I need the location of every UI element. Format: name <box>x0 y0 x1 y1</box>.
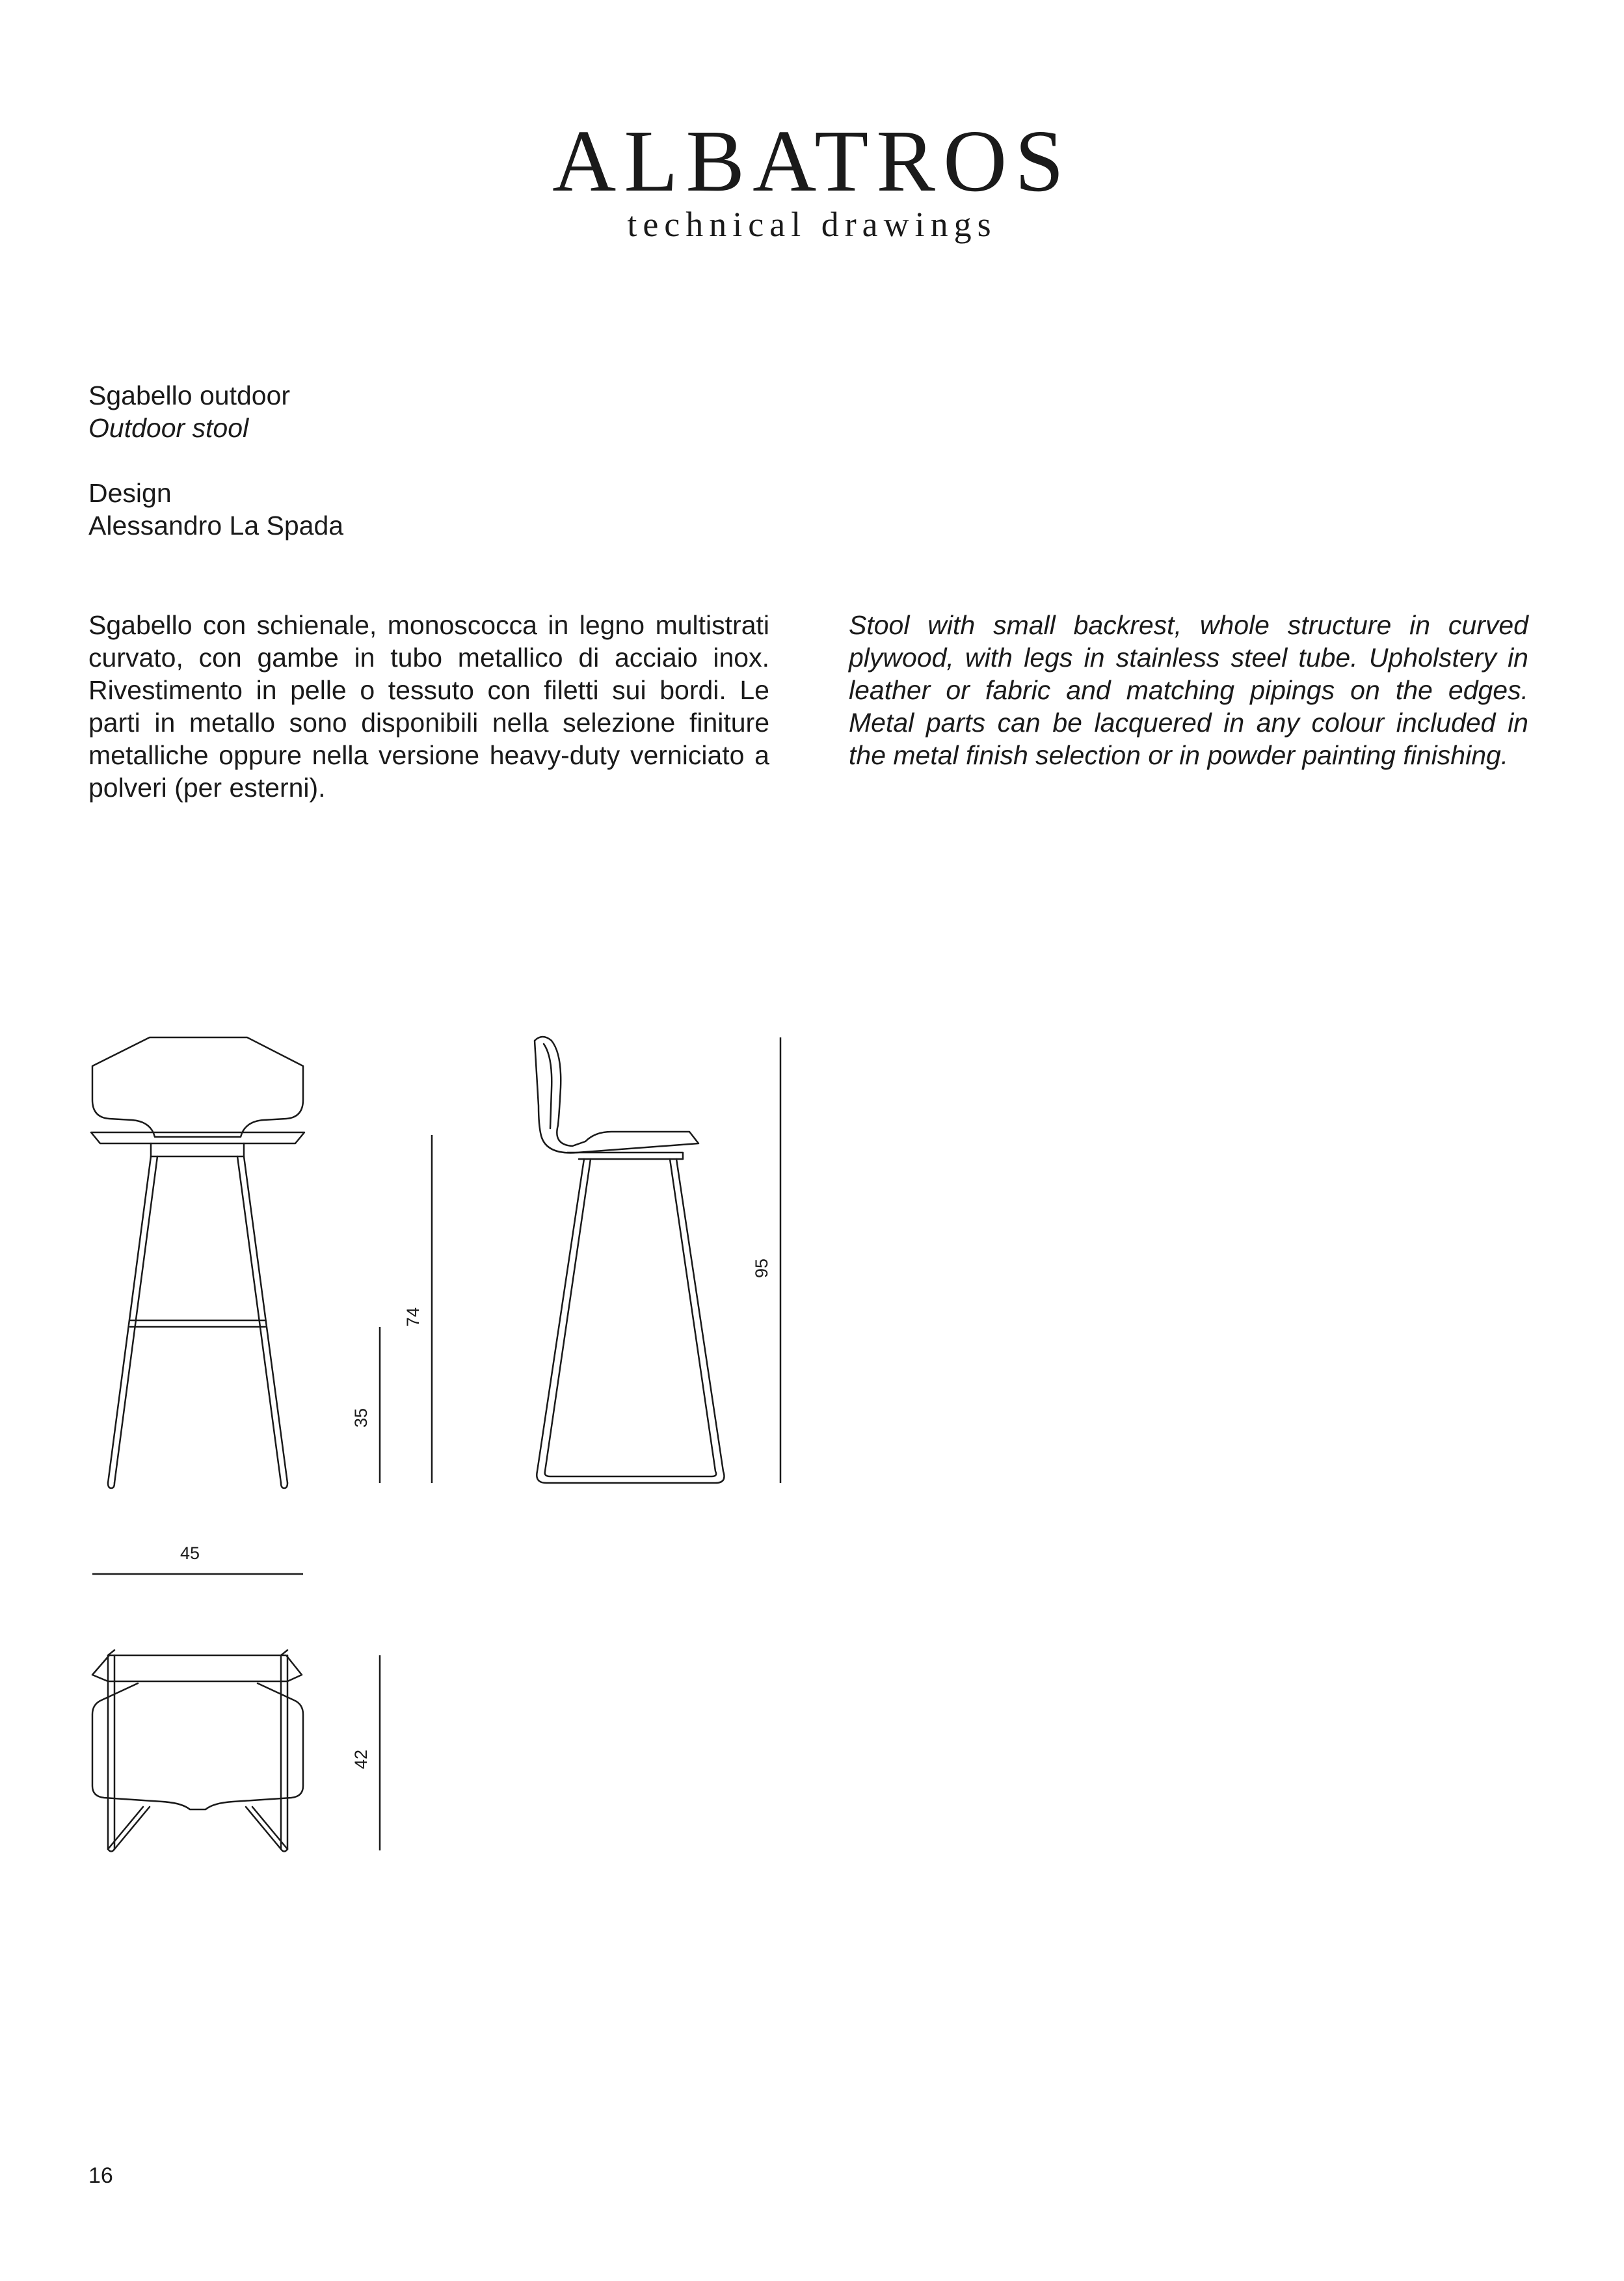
description-english: Stool with small backrest, whole structure in curved plywood, with legs in stainless steel tube. Upholstery in leather or fabric and matching pipings on the edges. Metal parts can be lacquered in any colour included in the metal finish selection or in powder painting finishing. <box>849 610 1528 770</box>
designer-name: Alessandro La Spada <box>88 511 344 540</box>
page-title: ALBATROS <box>552 113 1072 210</box>
description-italian: Sgabello con schienale, monoscocca in legno multistrati curvato, con gambe in tubo metallico di acciaio inox. Rivestimento in pelle o tessuto con filetti sui bordi. Le parti in metallo sono disponibili nella selezione finiture metalliche oppure nella versione heavy-duty verniciato a polveri (per esterni). <box>88 610 769 803</box>
stool-front-view <box>91 1037 304 1488</box>
dim-label-95: 95 <box>752 1258 771 1279</box>
dim-label-42: 42 <box>351 1749 371 1770</box>
product-name-en: Outdoor stool <box>88 413 249 443</box>
page-subtitle: technical drawings <box>627 205 997 244</box>
design-label: Design <box>88 478 172 508</box>
stool-top-view <box>92 1650 303 1852</box>
page-number: 16 <box>88 2163 113 2188</box>
product-name-it: Sgabello outdoor <box>88 380 291 410</box>
dim-label-45: 45 <box>180 1543 200 1563</box>
dim-label-74: 74 <box>403 1307 423 1327</box>
stool-side-view <box>535 1037 725 1483</box>
dim-label-35: 35 <box>351 1407 371 1428</box>
